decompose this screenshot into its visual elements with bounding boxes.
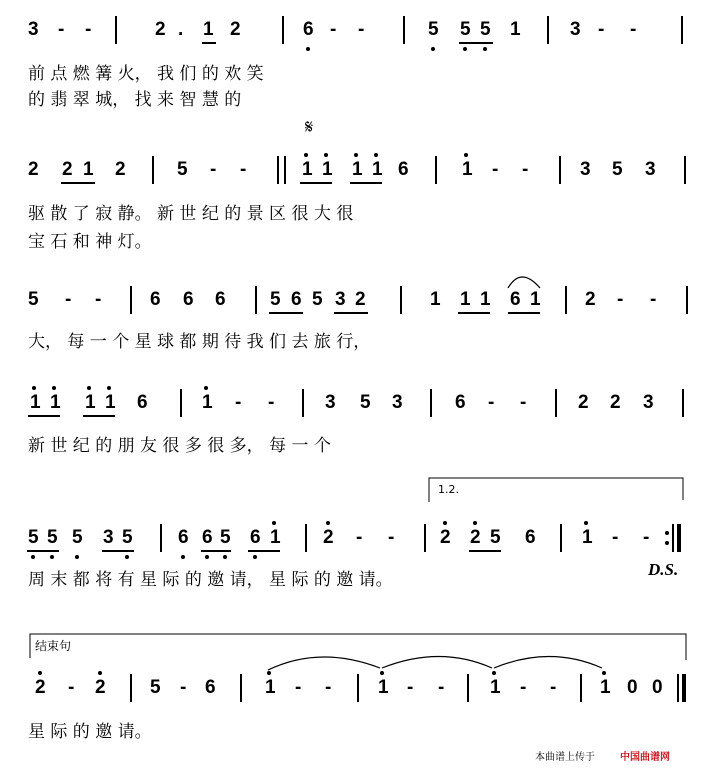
note: - (240, 159, 247, 180)
note: 2 (155, 19, 166, 40)
slur (508, 277, 540, 288)
note: 1 (352, 159, 363, 180)
note: 6 (178, 527, 189, 548)
note: 3 (392, 392, 403, 413)
note: . (178, 19, 184, 40)
note: 5 (490, 527, 501, 548)
lyric-line: 新 世 纪 的 朋 友 很 多 很 多， 每 一 个 (28, 436, 331, 456)
note: 2 (35, 677, 46, 698)
volta-label: 1.2. (438, 483, 459, 496)
tie (494, 657, 602, 669)
note: 5 (28, 527, 39, 548)
tie (268, 657, 380, 670)
ending-label: 结束句 (35, 639, 72, 653)
note: 2 (355, 289, 366, 310)
note: 6 (525, 527, 536, 548)
lyric-line: 周 末 都 将 有 星 际 的 邀 请， 星 际 的 邀 请。 (28, 570, 393, 590)
note: 5 (270, 289, 281, 310)
note: 5 (460, 19, 471, 40)
volta-bracket (429, 478, 683, 502)
note: 2 (470, 527, 481, 548)
note: 5 (360, 392, 371, 413)
note: - (330, 19, 337, 40)
note: 1 (582, 527, 593, 548)
note: 6 (455, 392, 466, 413)
note: 5 (28, 289, 39, 310)
note: - (617, 289, 624, 310)
note: 3 (643, 392, 654, 413)
note: 1 (83, 159, 94, 180)
note: 6 (291, 289, 302, 310)
note: - (95, 289, 102, 310)
note: 1 (378, 677, 389, 698)
note: 5 (612, 159, 623, 180)
note: 3 (570, 19, 581, 40)
segno-sign: 𝄋 (305, 116, 314, 138)
note: - (358, 19, 365, 40)
note: 1 (490, 677, 501, 698)
note: 5 (480, 19, 491, 40)
note: 2 (230, 19, 241, 40)
note: - (438, 677, 445, 698)
note: - (295, 677, 302, 698)
note: 3 (645, 159, 656, 180)
note: 6 (510, 289, 521, 310)
note: - (58, 19, 65, 40)
note: 5 (220, 527, 231, 548)
ds-mark: D.S. (648, 560, 679, 579)
note: 6 (398, 159, 409, 180)
note: - (268, 392, 275, 413)
tie (382, 657, 492, 669)
note: 1 (510, 19, 521, 40)
note: 1 (322, 159, 333, 180)
note: 2 (62, 159, 73, 180)
note: - (520, 677, 527, 698)
note: 1 (270, 527, 281, 548)
note: - (68, 677, 75, 698)
note: 6 (215, 289, 226, 310)
lyric-line: 宝 石 和 神 灯。 (28, 232, 152, 252)
note: 2 (610, 392, 621, 413)
note: - (407, 677, 414, 698)
note: 3 (325, 392, 336, 413)
note: - (630, 19, 637, 40)
note: - (235, 392, 242, 413)
note: 0 (627, 677, 638, 698)
footer-text: 本曲谱上传于 (535, 752, 595, 763)
note: 6 (303, 19, 314, 40)
note: 6 (137, 392, 148, 413)
note: 1 (460, 289, 471, 310)
note: - (180, 677, 187, 698)
note: 5 (177, 159, 188, 180)
site-logo: 中国曲谱网 (620, 752, 670, 763)
note: 6 (183, 289, 194, 310)
note: 0 (652, 677, 663, 698)
note: 1 (430, 289, 441, 310)
lyric-line: 前 点 燃 篝 火， 我 们 的 欢 笑 (28, 64, 264, 84)
note: - (325, 677, 332, 698)
note: - (522, 159, 529, 180)
note: 5 (428, 19, 439, 40)
note: 1 (30, 392, 41, 413)
note: 1 (462, 159, 473, 180)
note: 2 (440, 527, 451, 548)
note: 2 (115, 159, 126, 180)
note: 5 (150, 677, 161, 698)
note: 1 (372, 159, 383, 180)
note: 1 (600, 677, 611, 698)
note: 1 (105, 392, 116, 413)
note: 5 (312, 289, 323, 310)
note: 1 (202, 392, 213, 413)
note: - (643, 527, 650, 548)
note: 3 (580, 159, 591, 180)
note: - (85, 19, 92, 40)
note: 1 (530, 289, 541, 310)
note: 1 (302, 159, 313, 180)
lyric-line: 大， 每 一 个 星 球 都 期 待 我 们 去 旅 行， (28, 332, 371, 352)
note: 3 (103, 527, 114, 548)
note: 6 (202, 527, 213, 548)
note: - (520, 392, 527, 413)
note: - (65, 289, 72, 310)
note: - (612, 527, 619, 548)
lyric-line: 星 际 的 邀 请。 (28, 722, 152, 742)
note: - (488, 392, 495, 413)
note: 2 (95, 677, 106, 698)
note: 2 (28, 159, 39, 180)
note: 1 (50, 392, 61, 413)
note: - (550, 677, 557, 698)
note: 2 (585, 289, 596, 310)
note: 3 (28, 19, 39, 40)
note: - (492, 159, 499, 180)
note: - (210, 159, 217, 180)
note: 1 (85, 392, 96, 413)
note: 2 (578, 392, 589, 413)
note: - (388, 527, 395, 548)
note: 2 (323, 527, 334, 548)
note: - (598, 19, 605, 40)
ending-bracket (30, 634, 686, 660)
note: 6 (150, 289, 161, 310)
note: - (650, 289, 657, 310)
note: 5 (47, 527, 58, 548)
note: 6 (250, 527, 261, 548)
note: 6 (205, 677, 216, 698)
lyric-line: 驱 散 了 寂 静。 新 世 纪 的 景 区 很 大 很 (28, 204, 354, 224)
note: 1 (265, 677, 276, 698)
note: 3 (335, 289, 346, 310)
note: 1 (480, 289, 491, 310)
lyric-line: 的 翡 翠 城， 找 来 智 慧 的 (28, 90, 242, 110)
note: 5 (72, 527, 83, 548)
note: - (356, 527, 363, 548)
note: 5 (122, 527, 133, 548)
note: 1 (203, 19, 214, 40)
